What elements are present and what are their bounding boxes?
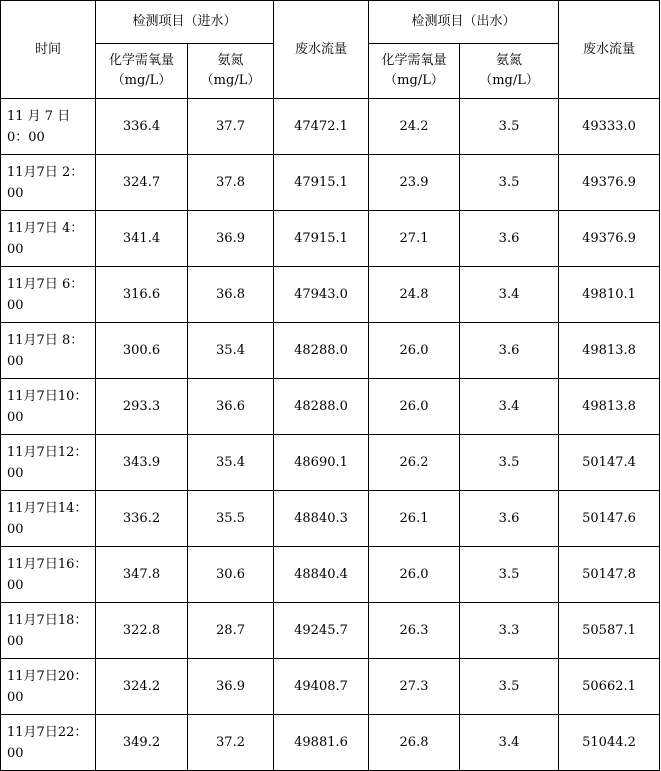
flow-inflow-cell: 48840.3	[274, 491, 369, 547]
ammonia-outflow-cell: 3.5	[460, 547, 559, 603]
time-line-date: 11月7日 2：	[7, 164, 84, 180]
time-line-date: 11月7日10：	[7, 388, 88, 404]
time-line-date: 11月7日12：	[7, 444, 88, 460]
ammonia-outflow-cell: 3.5	[460, 155, 559, 211]
ammonia-outflow-cell: 3.6	[460, 323, 559, 379]
table-row	[1, 155, 660, 211]
time-line-clock: 00	[7, 241, 24, 257]
flow-outflow-cell: 51044.2	[559, 715, 660, 771]
table-row	[1, 603, 660, 659]
cod-inflow-cell: 336.2	[96, 491, 188, 547]
cod-outflow-cell: 27.3	[369, 659, 460, 715]
ammonia-outflow-cell: 3.5	[460, 99, 559, 155]
cod-outflow-cell: 24.2	[369, 99, 460, 155]
cod-inflow-cell: 336.4	[96, 99, 188, 155]
ammonia-inflow-cell: 37.2	[188, 715, 274, 771]
flow-inflow-cell: 48690.1	[274, 435, 369, 491]
time-cell	[1, 435, 96, 491]
cod-outflow-cell: 26.8	[369, 715, 460, 771]
time-line-clock: 00	[7, 521, 24, 537]
cod-inflow-cell: 293.3	[96, 379, 188, 435]
time-line-date: 11月7日 4：	[7, 220, 84, 236]
time-cell	[1, 99, 96, 155]
cod-inflow-cell: 324.2	[96, 659, 188, 715]
header-ammonia-outflow-unit: （mg/L）	[479, 73, 539, 88]
time-cell	[1, 659, 96, 715]
time-line-date: 11月7日14：	[7, 500, 88, 516]
time-line-date: 11月7日22：	[7, 724, 88, 740]
flow-outflow-cell: 49333.0	[559, 99, 660, 155]
time-cell	[1, 211, 96, 267]
ammonia-outflow-cell: 3.5	[460, 659, 559, 715]
cod-outflow-cell: 26.0	[369, 547, 460, 603]
cod-inflow-cell: 341.4	[96, 211, 188, 267]
cod-outflow-cell: 24.8	[369, 267, 460, 323]
ammonia-outflow-cell: 3.4	[460, 715, 559, 771]
time-line-clock: 00	[7, 745, 24, 761]
header-cod-outflow-name: 化学需氧量	[381, 53, 447, 68]
cod-inflow-cell: 324.7	[96, 155, 188, 211]
time-cell	[1, 547, 96, 603]
header-cod-inflow-unit: （mg/L）	[111, 73, 172, 88]
time-cell	[1, 155, 96, 211]
flow-outflow-cell: 49813.8	[559, 323, 660, 379]
cod-inflow-cell: 316.6	[96, 267, 188, 323]
ammonia-inflow-cell: 36.8	[188, 267, 274, 323]
ammonia-inflow-cell: 35.4	[188, 435, 274, 491]
header-cod-inflow	[96, 44, 188, 99]
time-line-clock: 00	[7, 689, 24, 705]
header-ammonia-outflow-name: 氨氮	[496, 53, 523, 68]
ammonia-inflow-cell: 28.7	[188, 603, 274, 659]
ammonia-outflow-cell: 3.6	[460, 211, 559, 267]
table-row	[1, 547, 660, 603]
flow-inflow-cell: 49881.6	[274, 715, 369, 771]
time-line-clock: 0：00	[7, 129, 45, 145]
time-cell	[1, 267, 96, 323]
table-body	[1, 99, 660, 771]
ammonia-outflow-cell: 3.4	[460, 267, 559, 323]
time-line-date: 11月7日18：	[7, 612, 88, 628]
header-ammonia-inflow	[188, 44, 274, 99]
header-ammonia-outflow	[460, 44, 559, 99]
header-group-inflow: 检测项目（进水）	[96, 1, 274, 44]
flow-inflow-cell: 49245.7	[274, 603, 369, 659]
table-row	[1, 211, 660, 267]
table-row	[1, 379, 660, 435]
time-cell	[1, 715, 96, 771]
table-row	[1, 435, 660, 491]
flow-outflow-cell: 49376.9	[559, 211, 660, 267]
cod-inflow-cell: 349.2	[96, 715, 188, 771]
time-line-date: 11月7日20：	[7, 668, 88, 684]
table-row	[1, 323, 660, 379]
ammonia-inflow-cell: 36.9	[188, 659, 274, 715]
flow-outflow-cell: 50662.1	[559, 659, 660, 715]
flow-inflow-cell: 48288.0	[274, 323, 369, 379]
flow-inflow-cell: 48840.4	[274, 547, 369, 603]
cod-inflow-cell: 347.8	[96, 547, 188, 603]
cod-outflow-cell: 26.0	[369, 323, 460, 379]
header-cod-outflow	[369, 44, 460, 99]
ammonia-inflow-cell: 35.5	[188, 491, 274, 547]
ammonia-outflow-cell: 3.4	[460, 379, 559, 435]
time-cell	[1, 491, 96, 547]
flow-outflow-cell: 50147.6	[559, 491, 660, 547]
flow-inflow-cell: 48288.0	[274, 379, 369, 435]
flow-outflow-cell: 50587.1	[559, 603, 660, 659]
flow-inflow-cell: 47943.0	[274, 267, 369, 323]
header-cod-outflow-unit: （mg/L）	[384, 73, 444, 88]
table-row	[1, 715, 660, 771]
ammonia-outflow-cell: 3.6	[460, 491, 559, 547]
ammonia-inflow-cell: 37.7	[188, 99, 274, 155]
time-line-clock: 00	[7, 409, 24, 425]
time-line-clock: 00	[7, 633, 24, 649]
time-cell	[1, 379, 96, 435]
time-line-clock: 00	[7, 297, 24, 313]
ammonia-inflow-cell: 30.6	[188, 547, 274, 603]
flow-outflow-cell: 50147.8	[559, 547, 660, 603]
time-line-date: 11月7日16：	[7, 556, 88, 572]
cod-outflow-cell: 23.9	[369, 155, 460, 211]
flow-outflow-cell: 49376.9	[559, 155, 660, 211]
flow-outflow-cell: 49810.1	[559, 267, 660, 323]
cod-outflow-cell: 26.2	[369, 435, 460, 491]
header-ammonia-inflow-unit: （mg/L）	[200, 73, 261, 88]
header-group-outflow: 检测项目（出水）	[369, 1, 559, 44]
flow-inflow-cell: 47915.1	[274, 211, 369, 267]
cod-outflow-cell: 27.1	[369, 211, 460, 267]
time-line-clock: 00	[7, 577, 24, 593]
table-row	[1, 267, 660, 323]
flow-outflow-cell: 49813.8	[559, 379, 660, 435]
table-row	[1, 491, 660, 547]
time-line-date: 11月7日 8：	[7, 332, 84, 348]
ammonia-inflow-cell: 36.9	[188, 211, 274, 267]
ammonia-inflow-cell: 37.8	[188, 155, 274, 211]
cod-outflow-cell: 26.1	[369, 491, 460, 547]
cod-inflow-cell: 300.6	[96, 323, 188, 379]
time-cell	[1, 603, 96, 659]
header-flow-inflow: 废水流量	[274, 1, 369, 99]
flow-inflow-cell: 47472.1	[274, 99, 369, 155]
table-row	[1, 659, 660, 715]
ammonia-inflow-cell: 36.6	[188, 379, 274, 435]
time-cell	[1, 323, 96, 379]
cod-inflow-cell: 322.8	[96, 603, 188, 659]
cod-outflow-cell: 26.0	[369, 379, 460, 435]
time-line-date: 11月7日 6：	[7, 276, 84, 292]
ammonia-outflow-cell: 3.3	[460, 603, 559, 659]
time-line-clock: 00	[7, 465, 24, 481]
ammonia-outflow-cell: 3.5	[460, 435, 559, 491]
time-line-clock: 00	[7, 185, 24, 201]
header-time: 时间	[1, 1, 96, 99]
header-ammonia-inflow-name: 氨氮	[217, 53, 244, 68]
ammonia-inflow-cell: 35.4	[188, 323, 274, 379]
time-line-date: 11 月 7 日	[7, 108, 71, 124]
flow-inflow-cell: 47915.1	[274, 155, 369, 211]
cod-outflow-cell: 26.3	[369, 603, 460, 659]
table-row	[1, 99, 660, 155]
time-line-clock: 00	[7, 353, 24, 369]
header-flow-outflow: 废水流量	[559, 1, 660, 99]
flow-outflow-cell: 50147.4	[559, 435, 660, 491]
header-cod-inflow-name: 化学需氧量	[108, 53, 174, 68]
flow-inflow-cell: 49408.7	[274, 659, 369, 715]
cod-inflow-cell: 343.9	[96, 435, 188, 491]
